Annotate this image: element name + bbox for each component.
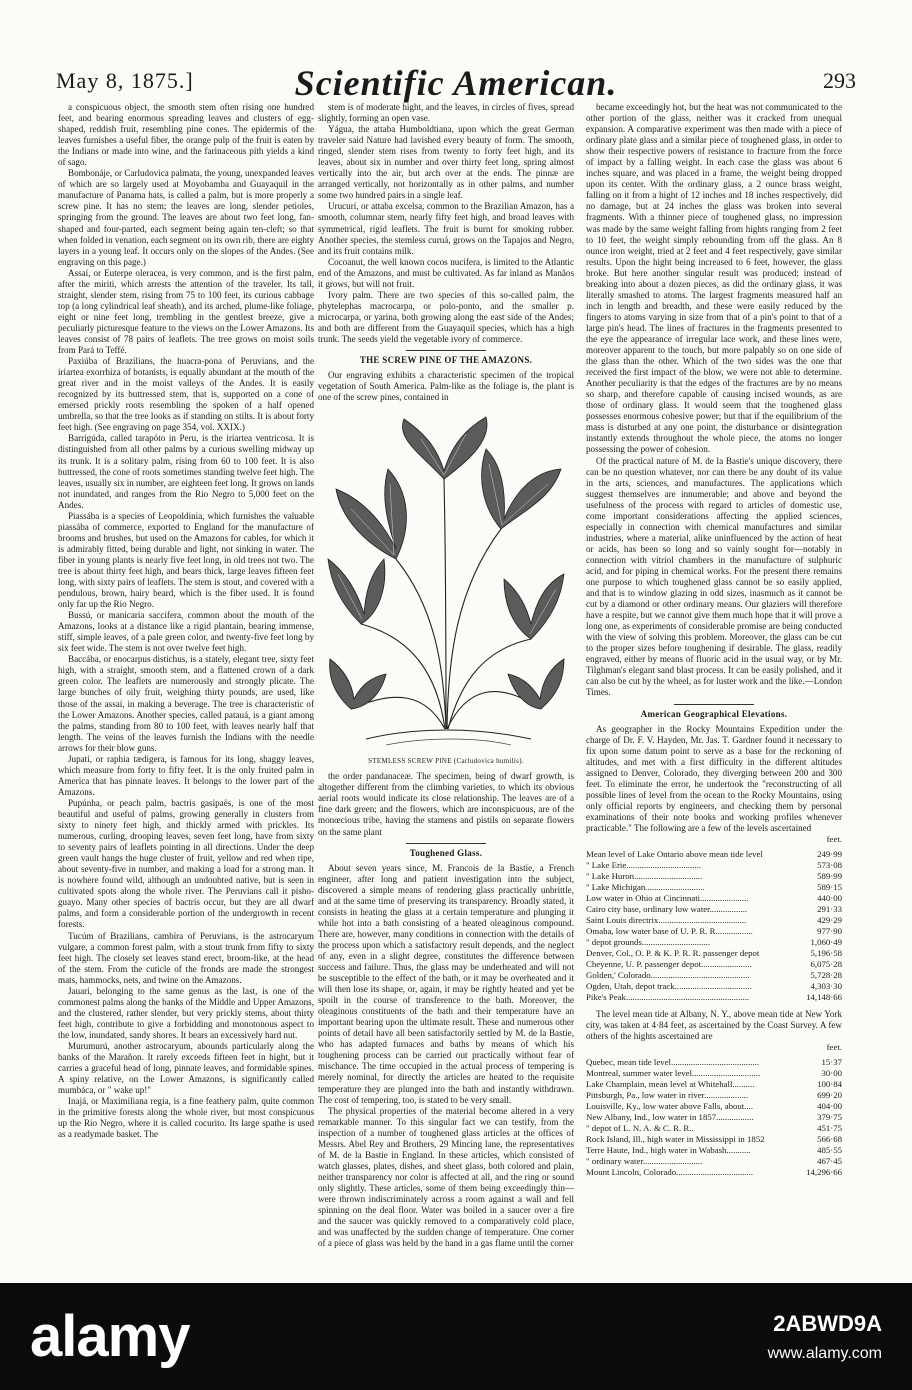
row-label: Mount Lincoln, Colorado................................... [586, 1167, 754, 1178]
row-label: " depot of L. N. A. & C. R. R.. [586, 1123, 694, 1134]
row-label: Mean level of Lake Ontario above mean tide level [586, 849, 763, 860]
table-row [586, 1090, 842, 1101]
row-label: Golden,' Colorado............................................. [586, 970, 750, 981]
table-row [586, 948, 842, 959]
row-value: 249·99 [817, 849, 842, 860]
paragraph: Inajá, or Maximiliana regia, is a fine feathery palm, quite common in the primitive forests along the whole river, but most conspicuous up the Rio Negro, where it is called cocurito. Its large spathe is used as a readymade basket. The [58, 1096, 314, 1140]
paragraph: The physical properties of the material become altered in a very remarkable manner. To this singular fact we can testify, from the inspection of a number of toughened glass articles at the offices of Messrs. Abel Rey and Brothers, 29 Mincing lane, the representatives of M. de la Bastie in England. In these articles, which consisted of watch glasses, plates, dishes, and sheet glass, both colored and plain, neither transparency nor color is affected at all, and the ring or sound only slightly. These articles, some of them being exceedingly thin—were thrown indiscriminately across a room against a wall and fell spinning on the deal floor. Water was boiled in a saucer over a fire and the saucer was quickly removed to a comparatively cold place, and was unaffected by the sudden change of temperature. One corner of a piece of glass was held by the hand in a gas flame until the corner [318, 1105, 574, 1249]
row-label: " depot grounds............................... [586, 937, 711, 948]
table-row [586, 860, 842, 871]
row-label: Lake Champlain, mean level at Whitehall.......... [586, 1079, 755, 1090]
row-value: 467·45 [817, 1156, 842, 1167]
row-label: Cairo city base, ordinary low water................. [586, 904, 747, 915]
row-label: " ordinary water........................... [586, 1156, 703, 1167]
paragraph: Urucurí, or attaba excelsa, common to the Brazilian Amazon, has a smooth, columnar stem, nearly fifty feet high, and broad leaves with symmetrical, rigid leaflets. The fruit is burnt for smoking rubber. Another species, the stemless curuá, grows on the Tapajos and Negro, and its fruit contains milk. [318, 201, 574, 256]
row-value: 1,060·49 [810, 937, 842, 948]
row-label: Pittsburgh, Pa., low water in river.................... [586, 1090, 749, 1101]
row-value: 14,296·66 [806, 1167, 842, 1178]
section-divider [406, 843, 486, 844]
table-row [586, 1134, 842, 1145]
watermark-url: www.alamy.com [767, 1345, 882, 1362]
paragraph: became exceedingly hot, but the heat was not communicated to the other portion of the glass, neither was it cracked from unequal expansion. A comparative experiment was then made with a piece of ordinary plate glass and a similar piece of toughened glass, in order to show their respective powers of resistance to fracture from the force of impact by a falling weight. In each case the glass was about 6 inches square, and was placed in a frame, the weight being dropped upon its center. With the ordinary glass, a 2 ounce brass weight, falling on it from a hight of 12 inches and 18 inches respectively, did no damage, but at 24 inches the glass was broken into several fragments. With a thinner piece of toughened glass, no impression was made by the same weight falling from hights ranging from 2 feet to 10 feet, the weight simply rebounding from off the glass. An 8 ounce iron weight, tried at 2 feet and 4 feet respectively, gave similar results. Upon the hight being increased to 6 feet, however, the glass broke. But here another singular result was produced; instead of breaking into about a dozen pieces, as did the ordinary glass, it was literally smashed to atoms. The largest fragments measured half an inch in length and breadth, and these were easily reduced by the fingers to atoms varying in size from that of a pin's point to that of a large pin's head. The lines of fractures in the fragments presented to the eye the appearance of irregular lace work, and these lines were, moreover apparent to the touch, but more palpably so on one side of the glass than the other. Which of the two sides was the one that received the first impact of the blow, we were not able to determine. Another peculiarity is that the edges of the fractures are by no means so sharp, and therefore capable of causing incised wounds, as are those of ordinary glass. It would seem that the toughened glass possesses enormous cohesive power; but that if the equilibrium of the mass is disturbed at any one point, the disturbance or disintegration instantly extends throughout the whole piece, the atoms no longer possessing the power of cohesion. [586, 102, 842, 455]
table-row [586, 871, 842, 882]
row-value: 291·33 [817, 904, 842, 915]
paragraph: Bussú, or manicaria saccifera, common about the mouth of the Amazons, looks at a distance like a rigid plantain, bearing immense, stiff, simple leaves, of a pale green color, and twenty-five feet long by six feet wide. The stem is not over twelve feet high. [58, 610, 314, 654]
row-value: 100·84 [817, 1079, 842, 1090]
row-label: Rock Island, Ill., high water in Mississippi in 1852 [586, 1134, 765, 1145]
table-row [586, 1057, 842, 1068]
column-2-body [318, 102, 574, 345]
column-2 [318, 102, 574, 1274]
row-label: Cheyenne, U. P. passenger depot....................... [586, 959, 752, 970]
row-label: Quebec, mean tide level........................................ [586, 1057, 759, 1068]
paragraph: Ivory palm. There are two species of this so-called palm, the phytelephas macrocarpa, or polo-ponto, and the smaller p. microcarpa, or yarina, both growing along the east side of the Andes; and both are different from the Guayaquil species, which has a high trunk. The seeds yield the vegetable ivory of commerce. [318, 289, 574, 344]
row-value: 6,075·28 [810, 959, 842, 970]
page-header [56, 62, 856, 102]
row-label: Omaha, low water base of U. P. R. R................. [586, 926, 753, 937]
table-row [586, 926, 842, 937]
table-row [586, 959, 842, 970]
paragraph: About seven years since, M. Francois de la Bastie, a French engineer, after long and patient investigation into the subject, discovered a simple means of rendering glass practically unbrittle, and at the same time of preserving its transparency. Broadly stated, it consists in heating the glass at a certain temperature and plunging it while hot into a bath consisting of a heated oleaginous compound. There are, however, many conditions in connection with the details of the process upon which a satisfactory result depends, and the neglect of any, even in a slight degree, constitutes the difference between success and failure. Thus, the glass may be underheated and will not be susceptible to the effect of the bath, or it may be overheated and it will then lose its shape, or, again, it may be rightly heated and yet be spoilt in the course of transference to the bath. Moreover, the oleaginous constituents of the bath and their temperature have an important bearing upon the ultimate result. These and numerous other points of detail have all been satisfactorily settled by M. de la Bastie, who has adapted furnaces and baths by means of which his toughening process can be carried out practically without fear of mischance. The time occupied in the actual process of tempering is merely nominal, for directly the articles are heated to the requisite temperature they are plunged into the bath and instantly withdrawn. The cost of tempering, too, is stated to be very small. [318, 862, 574, 1105]
paragraph: Jauarí, belonging to the same genus as the last, is one of the commonest palms along the banks of the Middle and Upper Amazons, and the clustered, rather slender, but very prickly stems, about thirty feet high, contribute to give a forbidding and monotonous aspect to the low, inundated, sandy shores. It bears an excessively hard nut. [58, 985, 314, 1040]
row-label: Ogden, Utah, depot track................................... [586, 981, 752, 992]
watermark-image-id: 2ABWD9A [773, 1311, 882, 1336]
row-value: 589·99 [817, 871, 842, 882]
row-value: 5,728·28 [810, 970, 842, 981]
row-value: 566·68 [817, 1134, 842, 1145]
row-value: 573·08 [817, 860, 842, 871]
table-row [586, 937, 842, 948]
table-unit-label: feet. [826, 834, 842, 845]
toughened-glass-body [318, 863, 574, 1250]
row-label: Denver, Col., O. P. & K. P. R. R. passenger depot [586, 948, 760, 959]
paragraph: Bombonáje, or Carludovica palmata, the young, unexpanded leaves of which are so largely used at Moyobamba and Guayaquil in the manufacture of Panama hats, is called a palm, but is more properly a screw pine. It has no stem; the leaves are long, slender petioles, springing from the ground. The leaves are about two feet long, fan-shaped and four-parted, each segment being again ten-cleft; so that when folded in venation, each segment on its own rib, there are eighty layers in a young leaf. It occurs only on the slopes of the Andes. (See engraving on this page.) [58, 168, 314, 267]
page-number: 293 [823, 68, 856, 93]
table-row [586, 981, 842, 992]
row-value: 699·20 [817, 1090, 842, 1101]
row-label: " Lake Erie.................................. [586, 860, 701, 871]
paragraph: the order pandanaceæ. The specimen, being of dwarf growth, is altogether different from the climbing varieties, to which its obvious aerial roots would indicate its close relationship. The leaves are of a fine dark green; and the flowers, which are inconspicuous, are of the monœcious tribe, having the stamens and pistils on separate flowers on the same plant [318, 771, 574, 837]
row-value: 14,148·66 [806, 992, 842, 1003]
row-value: 30·00 [821, 1068, 842, 1079]
screw-pine-body-continued [318, 771, 574, 837]
watermark-banner [0, 1283, 912, 1390]
paragraph: Pupúnha, or peach palm, bactris gasipaës, is one of the most beautiful and useful of palms, growing generally in clusters from sixty to ninety feet high, and thickly armed with prickles. Its numerous, curling, drooping leaves, seven feet long, have from sixty to seventy pairs of leaflets pointing in all directions. Under the deep green vault hangs the huge cluster of fruit, yellow and red when ripe, about seventy-five in number, and making a load for a strong man. It is nowhere found wild, although an undoubted native, but is seen in cultivated spots along the whole river. The Peruvians call it pisho-guayo. Many other species of bactris occur, but they are all dwarf palms, and form a considerable portion of the undergrowth in recent forests. [58, 797, 314, 930]
row-label: Pike's Peak........................................................ [586, 992, 750, 1003]
row-label: Montreal, summer water level............................... [586, 1068, 761, 1079]
paragraph: Our engraving exhibits a characteristic specimen of the tropical vegetation of South America. Palm-like as the foliage is, the plant is one of the screw pines, contained in [318, 370, 574, 403]
screw-pine-body [318, 370, 574, 403]
row-value: 15·37 [821, 1057, 842, 1068]
paragraph: Cocoanut, the well known cocos nucifera, is limited to the Atlantic end of the Amazons, and must be cultivated. As far inland as Manãos it grows, but will not fruit. [318, 256, 574, 289]
paragraph: Piassába is a species of Leopoldinia, which furnishes the valuable piassába of commerce, exported to England for the manufacture of brooms and brushes, but used on the Amazons for cables, for which it is admirably fitted, being durable and light, not sinking in water. The fiber in young plants is nearly five feet long, in old trees not two. The tree is about thirty feet high, and bears thick, large leaves fifteen feet long, with sixty pairs of leaflets. The stem is stout, and covered with a pendulous, brown, hairy beard, which is the fiber used. It is found only far up the Rio Negro. [58, 510, 314, 610]
table-row [586, 893, 842, 904]
paragraph: Assaí, or Euterpe oleracea, is very common, and is the first palm, after the miriti, which arrests the attention of the traveler. Its tall, straight, slender stem, rising from 75 to 100 feet, its curious cabbage top (a long cylindrical leaf sheath), and its arched, plume-like foliage, eight or nine feet long, trembling in the gentlest breeze, give a peculiarly picturesque feature to the views on the Lower Amazons. Its leaves consist of 78 pairs of leaflets. The tree grows on moist soils from Pará to Teffé. [58, 267, 314, 356]
table-row [586, 882, 842, 893]
table-row [586, 970, 842, 981]
elevations-table-2 [586, 1057, 842, 1178]
masthead-title: Scientific American. [294, 63, 618, 103]
watermark-logo: alamy [30, 1304, 190, 1369]
section-divider [674, 704, 754, 705]
row-value: 977·90 [817, 926, 842, 937]
paragraph: As geographer in the Rocky Mountains Expedition under the charge of Dr. F. V. Hayden, Mr. Jas. T. Gardner found it necessary to fix upon some datum point to serve as a base for the reckoning of altitudes, and met with a first difficulty in the different altitudes assigned to Denver, Colorado, they diverging between 200 and 300 feet. To eliminate the error, he undertook the "reconstructing of all possible lines of level from the ocean to the Rocky Mountains, using only official reports by engineers, and checking them by personal examinations of their note books and working profiles whenever practicable." The following are a few of the levels ascertained [586, 723, 842, 833]
paragraph: Of the practical nature of M. de la Bastie's unique discovery, there can be no question whatever, nor can there be any doubt of its value in the arts, sciences, and manufactures. The applications which suggest themselves are innumerable; and above and beyond the usefulness of the process with regard to articles of domestic use, come important considerations affecting the applied sciences, especially in connection with chemical manufactures and similar industries, where a material, alike uninfluenced by the action of heat or acids, has been so long and so vainly sought for—notably in connection with vitriol chambers in the manufacture of sulphuric acid, and for piping in chemical works. For the present there remains one purpose to which toughened glass cannot be so easily applied, and that is to window glazing in odd sizes, inasmuch as it cannot be cut by a diamond or other ordinary means. Our glaziers will therefore have a respite, but we cannot give them much hope that it will prove a long one, as experiments of considerable promise are being conducted with the view of solving this problem. Moreover, the glass can be cut to the proper sizes before toughening if desirable. The glass, readily engraved, either by means of fluoric acid in the usual way, or by Mr. Tilghman's elegant sand blast process. It can be easily polished, and it can also be cut by the wheel, as for luster work and the like.—London Times. [586, 455, 842, 698]
column-1 [58, 102, 314, 1274]
paragraph: Paxiúba of Brazilians, the huacra-pona of Peruvians, and the iriartea exorrhiza of botanists, is equally abundant at the mouth of the great river and in the moist valleys of the Andes. It is easily recognized by its buttressed stem, that is, supported on a cone of emersed prickly roots resembling the spoken of a half opened umbrella, so that the tree looks as if standing on stilts. It is about forty feet high. (See engraving on page 354, vol. XXIX.) [58, 356, 314, 433]
row-value: 404·00 [817, 1101, 842, 1112]
paragraph: a conspicuous object, the smooth stem often rising one hundred feet, and bearing enormous spreading leaves and clusters of egg-shaped, reddish fruit, resembling pine cones. The epidermis of the leaves furnishes a useful fiber, the orange pulp of the fruit is eaten by the Indians or made into wine, and the farinaceous pith yields a kind of sago. [58, 102, 314, 168]
column-3-body [586, 102, 842, 699]
row-label: " Lake Michigan........................... [586, 882, 705, 893]
row-value: 379·75 [817, 1112, 842, 1123]
row-label: " Lake Huron............................... [586, 871, 703, 882]
row-value: 451·75 [817, 1123, 842, 1134]
table-row [586, 904, 842, 915]
table-row [586, 1101, 842, 1112]
paragraph: Tucúm of Brazilians, cambíra of Peruvians, is the astrocaryum vulgare, a common forest palm, with a stout trunk from fifty to sixty feet high. The closely set leaves stand erect, broom-like, at the head of the stem. From the cuticle of the fronds are made the strongest mats, hammocks, nets, and twine on the Amazons. [58, 930, 314, 985]
row-value: 4,303·30 [810, 981, 842, 992]
table-row [586, 915, 842, 926]
table-row [586, 1145, 842, 1156]
column-1-body [58, 102, 314, 1140]
table-row [586, 1123, 842, 1134]
paragraph: Barrigúda, called tarapóto in Peru, is the iriartea ventricosa. It is distinguished from all other palms by a curious swelling midway up its trunk. It is a solitary palm, rising from 60 to 100 feet. It is also buttressed, the cone of roots sometimes standing twelve feet high. The leaves, usually six in number, are eighteen feet long. It grows on lands not inundated, and ranges from the Rio Negro to 5,000 feet on the Andes. [58, 433, 314, 510]
paragraph: Baccába, or enocarpus distichus, is a stately, elegant tree, sixty feet high, with a straight, smooth stem, and a flattened crown of a dark green color. The leaflets are numerously and strongly plicate. The large bunches of oily fruit, weighing thirty pounds, are used, like those of the assaí, in making a beverage. The tree is characteristic of the Lower Amazons. Another species, called patauá, is a giant among the palms, standing from 80 to 100 feet, with leaves nearly half that length. The veins of the leaves furnish the Indians with the needle arrows for their blow guns. [58, 654, 314, 753]
row-label: Saint Louis directrix........................................ [586, 915, 747, 926]
table-row [586, 849, 842, 860]
row-value: 440·00 [817, 893, 842, 904]
paragraph: Murumurú, another astrocaryum, abounds particularly along the banks of the Marañon. It rarely exceeds fifteen feet in hight, but it carries a graceful head of long, pinnate leaves, and formidable spines. A spiny relative, on the Lower Amazons, is significantly called mumbáca, or " wake up!" [58, 1040, 314, 1096]
row-label: Terre Haute, Ind., high water in Wabash........... [586, 1145, 751, 1156]
table-row [586, 1112, 842, 1123]
row-value: 589·15 [817, 882, 842, 893]
table-row [586, 1068, 842, 1079]
table-row [586, 1079, 842, 1090]
section-divider [406, 350, 486, 351]
paragraph: stem is of moderate hight, and the leaves, in circles of fives, spread slightly, forming an open vase. [318, 102, 574, 124]
column-3 [586, 102, 842, 1274]
row-value: 429·29 [817, 915, 842, 926]
screw-pine-illustration [326, 409, 566, 754]
elevations-body [586, 724, 842, 834]
section-title-screw-pine: THE SCREW PINE OF THE AMAZONS. [359, 355, 533, 366]
section-title-toughened-glass: Toughened Glass. [409, 847, 483, 858]
row-label: Low water in Ohio at Cincinnati...................... [586, 893, 749, 904]
elevations-mid-paragraph: The level mean tide at Albany, N. Y., above mean tide at New York city, was taken at 4·84 feet, as ascertained by the Coast Survey. A few others of the hights ascertained are [586, 1009, 842, 1042]
issue-date: May 8, 1875.] [56, 68, 194, 93]
row-label: New Albany, Ind., low water in 1857................. [586, 1112, 754, 1123]
elevations-table-1 [586, 849, 842, 1003]
table-row [586, 1167, 842, 1178]
row-value: 485·55 [817, 1145, 842, 1156]
table-row [586, 992, 842, 1003]
row-value: 5,196·58 [810, 948, 842, 959]
table-unit-label-2: feet. [826, 1042, 842, 1053]
section-title-elevations: American Geographical Elevations. [640, 708, 788, 719]
paragraph: Yágua, the attaba Humboldtiana, upon which the great German traveler said Nature had lavished every beauty of form. The smooth, ringed, slender stem rises from twenty to forty feet high, and its leaves, about six in number and over thirty feet long, spring almost vertically into the air, but arch over at the ends. The pinnæ are arranged vertically, not horizontally as in other palms, and number some two hundred pairs in a single leaf. [318, 124, 574, 201]
paragraph: Jupatí, or raphia tædigera, is famous for its long, shaggy leaves, which measure from forty to fifty feet. It is the only fruited palm in America that has pinnate leaves. It belongs to the lower part of the Amazons. [58, 753, 314, 797]
row-label: Louisville, Ky., low water above Falls, about.... [586, 1101, 754, 1112]
figure-caption: STEMLESS SCREW PINE (Carludovica humilis). [368, 757, 524, 766]
screw-pine-engraving [326, 409, 566, 754]
table-row [586, 1156, 842, 1167]
